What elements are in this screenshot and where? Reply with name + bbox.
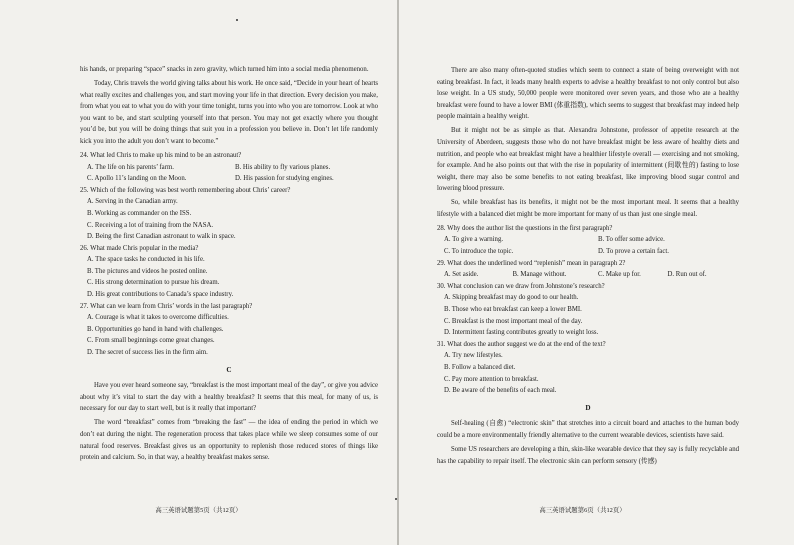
paragraph: The word “breakfast” comes from “breaking the fast” — the idea of ending the period in which we don’t eat during the night. The regeneration process that takes place while we sleep consumes some of our natural food reserves. Breakfast gives us an opportunity to replenish those reduced stores of things like protein and calcium. So, in that way, a healthy breakfast makes sense. [80,419,378,462]
option: B. His ability to fly various planes. [235,163,331,171]
question-stem: 26. What made Chris popular in the media? [80,244,199,252]
option: D. The secret of success lies in the firm aim. [87,349,208,357]
paragraph: his hands, or preparing “space” snacks in zero gravity, which turned him into a social media phenomenon. [80,66,369,73]
paragraph: Have you ever heard someone say, “breakfast is the most important meal of the day”, or give you advice about why it’s vital to start the day with a healthy breakfast? It seems that this meal, for many of us, is necessary for our day to start well, but is it really that important? [80,382,378,413]
page-footer: 高三英语试题第5页（共12页） [155,507,242,514]
option: A. Courage is what it takes to overcome difficulties. [87,314,229,322]
question-stem: 24. What led Chris to make up his mind to be an astronaut? [80,151,242,159]
paragraph: But it might not be as simple as that. Alexandra Johnstone, professor of appetite research at the University of Aberdeen, suggests those who do not have breakfast might be less aware of healthy diets and nutrition, and people who eat breakfast might have a healthier lifestyle overall — exercising and not smoking, for example. And he also points out that with the rise in popularity of intermittent (间歇性的) fasting to lose weight, there may also be some benefits to not eating breakfast, like improving blood sugar control and lowering blood pressure. [437,127,739,193]
right-page [399,0,794,545]
scan-speck [236,19,238,21]
options-row [437,269,739,281]
question-stem: 31. What does the author suggest we do at the end of the text? [437,340,606,348]
option: C. Breakfast is the most important meal of the day. [444,317,583,325]
option: A. Try new lifestyles. [444,352,503,360]
option: B. Follow a balanced diet. [444,364,516,372]
question-stem: 30. What conclusion can we draw from Johnstone’s research? [437,282,605,290]
option: A. Serving in the Canadian army. [87,198,178,206]
option: D. To prove a certain fact. [598,248,669,256]
option: B. To offer some advice. [598,236,665,244]
option: D. Run out of. [667,271,707,279]
right-page-text [437,65,739,470]
option: A. To give a warning. [444,236,504,244]
option: B. Working as commander on the ISS. [87,209,192,217]
option: C. Make up for. [598,271,641,279]
paragraph: So, while breakfast has its benefits, it might not be the most important meal. It seems that a healthy lifestyle with a balanced diet might be more important for many of us than just one single meal. [437,199,739,218]
option: D. Be aware of the benefits of each meal. [444,387,557,395]
paragraph: There are also many often-quoted studies which seem to connect a state of being overweight with not eating breakfast. In fact, it leads many health experts to advise a healthy breakfast to not only control but also lose weight. In a US study, 50,000 people were monitored over seven years, and those who ate a healthy breakfast were found to have a lower BMI (体重指数), which seems to suggest that breakfast may indeed help people maintain a healthy weight. [437,67,739,121]
left-page-text [80,64,378,466]
section-heading: D [585,403,591,412]
option: A. The space tasks he conducted in his life. [87,256,205,264]
question-stem: 28. Why does the author list the questions in the first paragraph? [437,224,613,232]
option: D. Intermittent fasting contributes greatly to weight loss. [444,329,599,337]
section-heading: C [226,365,232,374]
paragraph: Self-healing (自愈) “electronic skin” that stretches into a circuit board and attaches to the human body could be a more environmentally friendly alternative to the current wearable devices, scientists have said. [437,420,739,439]
option: C. To introduce the topic. [444,248,514,256]
option: B. Manage without. [512,271,567,279]
option: B. Those who eat breakfast can keep a lower BMI. [444,306,582,314]
paragraph: Today, Chris travels the world giving talks about his work. He once said, “Decide in your heart of hearts what really excites and challenges you, and start moving your life in that direction. Every decision you make, from what you eat to what you do with your time tonight, turns you into who you are tomorrow. Look at who you want to be, and start sculpting yourself into that person. You may not get exactly where you thought you’d be, but you will be doing things that suit you in a profession you believe in. Don’t let life randomly kick you into the adult you don’t want to become.” [80,79,378,145]
option: C. Apollo 11’s landing on the Moon. [87,175,187,183]
option: B. The pictures and videos he posted online. [87,267,208,275]
option: C. His strong determination to pursue his dream. [87,279,220,287]
options-grid [437,234,739,257]
question-stem: 29. What does the underlined word “replenish” mean in paragraph 2? [437,259,626,267]
scan-speck [395,498,397,500]
option: A. The life on his parents’ farm. [87,163,174,171]
option: D. Being the first Canadian astronaut to walk in space. [87,233,236,241]
option: A. Skipping breakfast may do good to our health. [444,294,579,302]
option: C. From small beginnings come great changes. [87,337,215,345]
option: B. Opportunities go hand in hand with challenges. [87,325,224,333]
question-stem: 25. Which of the following was best worth remembering about Chris’ career? [80,186,291,194]
option: D. His passion for studying engines. [235,175,334,183]
option: C. Receiving a lot of training from the NASA. [87,221,214,229]
option: C. Pay more attention to breakfast. [444,375,539,383]
option: D. His great contributions to Canada’s space industry. [87,291,234,299]
paragraph: Some US researchers are developing a thin, skin-like wearable device that they say is fully recyclable and has the capability to repair itself. The electronic skin can perform sensory (传感) [437,445,739,465]
page-footer: 高三英语试题第6页（共12页） [539,507,626,514]
question-stem: 27. What can we learn from Chris’ words in the last paragraph? [80,302,253,310]
options-grid [80,162,378,185]
option: A. Set aside. [444,271,479,279]
